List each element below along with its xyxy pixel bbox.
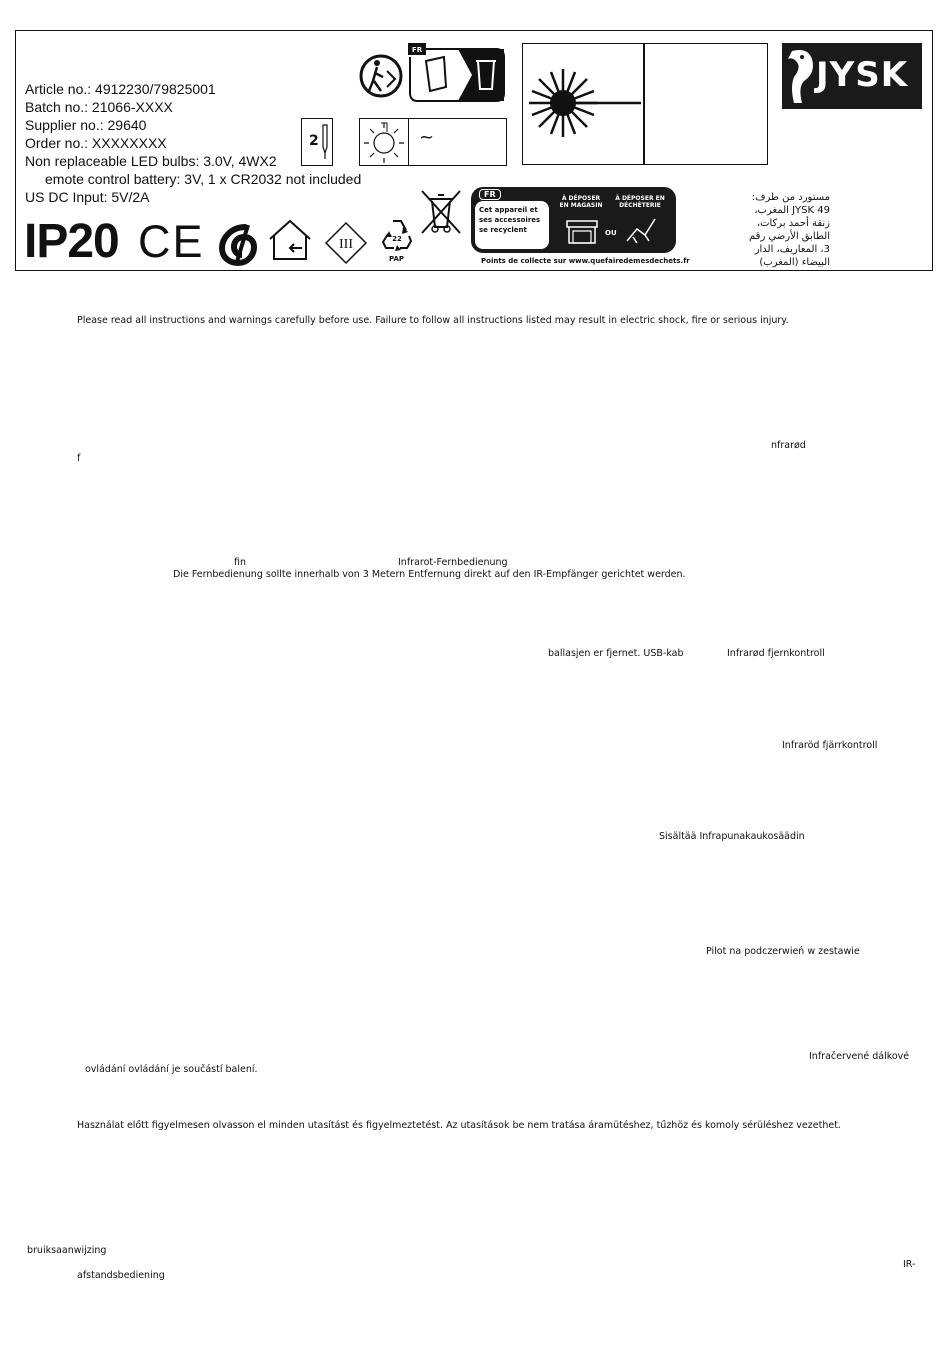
laser-text-cell [643, 43, 768, 165]
fr-card-left-text: Cet appareil et ses accessoires se recyclent [475, 201, 549, 249]
laser-symbol-cell [522, 43, 645, 165]
bulb-spec: Non replaceable LED bulbs: 3.0V, 4WX2 [25, 153, 277, 169]
pictogram-icon [216, 221, 258, 267]
fr-card-ou: OU [605, 229, 617, 237]
remote-cz: Infračervené dálkové [809, 1051, 910, 1062]
shop-icon [563, 213, 601, 245]
ip-rating: IP20 [24, 215, 119, 268]
order-number: Order no.: XXXXXXXX [25, 135, 167, 151]
fragment-infrarod: nfrarød [771, 440, 806, 451]
recycle-material: PAP [389, 255, 405, 263]
fr-card-head-dump: À DÉPOSER EN DÉCHÈTERIE [615, 195, 665, 209]
recycle-pap-icon [380, 217, 414, 255]
indoor-use-icon [266, 217, 314, 263]
jysk-logo [782, 43, 922, 109]
fragment-ballasjen: ballasjen er fjernet. USB-kab [548, 648, 684, 659]
bulb-count: 2 [309, 133, 319, 149]
class-iii-text: III [339, 237, 353, 252]
class-iii-icon [324, 221, 368, 265]
dump-icon [623, 213, 659, 245]
fr-collection-points: Points de collecte sur www.quefairedemesdechets.fr [481, 257, 690, 265]
remote-cz-line: ovládání ovládání je součástí balení. [85, 1064, 258, 1075]
product-label [15, 30, 933, 271]
warning-en: Please read all instructions and warnings carefully before use. Failure to follow all instructions listed may result in electric shock, fire or serious injury. [77, 315, 789, 326]
power-box [409, 118, 507, 166]
remote-sv: Infraröd fjärrkontroll [782, 740, 878, 751]
battery-spec: emote control battery: 3V, 1 x CR2032 not included [45, 171, 362, 187]
triman-fr-tag: FR [411, 46, 423, 54]
fragment-ir: IR- [903, 1259, 916, 1270]
fragment-f: f [77, 453, 81, 464]
remote-instruction-de: Die Fernbedienung sollte innerhalb von 3 Metern Entfernung direkt auf den IR-Empfänger gerichtet werden. [173, 569, 686, 580]
remote-pl: Pilot na podczerwień w zestawie [706, 946, 860, 957]
fr-card-tag: FR [479, 189, 501, 200]
fr-card-head-store: À DÉPOSER EN MAGASIN [559, 195, 603, 209]
recycle-number: 22 [392, 235, 402, 243]
jysk-wordmark: JYSK [816, 55, 909, 95]
us-dc-input: US DC Input: 5V/2A [25, 189, 150, 205]
warning-hu: Használat előtt figyelmesen olvasson el minden utasítást és figyelmeztetést. Az utasítások be nem tratása áramütéshez, tűzhöz és komoly sérüléshez vezethet. [77, 1120, 841, 1131]
remote-fi: Sisältää Infrapunakaukosäädin [659, 831, 805, 842]
led-bulb-icon [320, 123, 330, 161]
fragment-infrarot: Infrarot-Fernbedienung [398, 557, 508, 568]
arabic-importer-address: مستورد من طرف: 49 JYSK المغرب، زنقة أحمد بركات، الطابق الأرضي رقم 3، المعاريف، الدار البيضاء (المغرب) [749, 192, 830, 268]
supplier-number: Supplier no.: 29640 [25, 117, 147, 133]
ac-tilde: ~ [419, 127, 435, 148]
laser-starburst-icon [523, 44, 643, 162]
fr-info-triman-icon [408, 43, 508, 105]
jysk-bird-icon [784, 47, 818, 107]
fragment-fin: fin [234, 557, 247, 568]
weee-bin-icon [418, 187, 464, 235]
bulb-count-box [301, 118, 333, 166]
ce-mark: CE [138, 216, 205, 267]
light-source-box [359, 118, 409, 166]
fr-recycling-card [471, 187, 676, 253]
remote-nl: afstandsbediening [77, 1270, 165, 1281]
laser-warning-panel [522, 43, 768, 167]
batch-number: Batch no.: 21066-XXXX [25, 99, 173, 115]
light-bulb-icon [360, 119, 408, 165]
triman-icon [357, 51, 405, 101]
remote-no: Infrarød fjernkontroll [727, 648, 825, 659]
article-number: Article no.: 4912230/79825001 [25, 81, 216, 97]
fragment-nl-manual: bruiksaanwijzing [27, 1245, 107, 1256]
